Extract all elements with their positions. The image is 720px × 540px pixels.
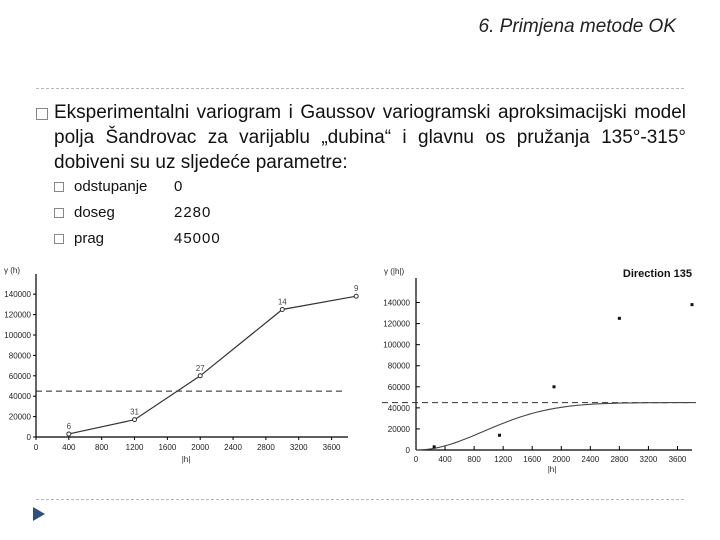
data-point — [553, 385, 556, 388]
y-tick-label: 40000 — [8, 392, 31, 402]
x-tick-label: 1200 — [125, 443, 144, 452]
y-axis-label: γ (h) — [4, 266, 20, 275]
y-tick-label: 120000 — [383, 319, 410, 329]
y-tick-label: 80000 — [8, 351, 31, 361]
data-point — [280, 308, 284, 312]
series-line — [66, 296, 356, 434]
y-tick-label: 80000 — [387, 361, 410, 371]
param-label: prag — [74, 230, 105, 247]
top-divider — [36, 88, 684, 89]
bullet-box-icon — [54, 208, 64, 218]
x-tick-label: 800 — [467, 455, 481, 464]
param-label: odstupanje — [74, 178, 148, 195]
data-point — [67, 432, 71, 436]
y-tick-label: 0 — [26, 433, 31, 442]
y-tick-label: 140000 — [383, 298, 410, 308]
x-tick-label: 2800 — [610, 455, 629, 464]
x-tick-label: 0 — [33, 443, 39, 452]
variogram-chart-left — [0, 262, 360, 472]
x-tick-label: 3200 — [639, 455, 658, 464]
y-tick-label: 40000 — [387, 403, 410, 413]
x-tick-label: 0 — [413, 455, 419, 464]
point-count-label: 14 — [277, 297, 287, 307]
point-count-label: 9 — [353, 284, 359, 294]
y-tick-label: 0 — [405, 446, 410, 455]
data-point — [354, 294, 358, 298]
param-value: 45000 — [174, 230, 221, 247]
x-tick-label: 1600 — [158, 443, 177, 452]
x-tick-label: 3600 — [668, 455, 687, 464]
y-tick-label: 140000 — [4, 290, 31, 300]
y-tick-label: 20000 — [387, 424, 410, 434]
gaussian-model-curve — [416, 403, 692, 450]
data-point — [433, 445, 436, 448]
x-tick-label: 2000 — [191, 443, 210, 452]
data-point — [691, 303, 694, 306]
param-value: 0 — [174, 178, 184, 195]
data-point — [133, 418, 137, 422]
main-paragraph: Eksperimentalni variogram i Gaussov variogramski aproksimacijski model polja Šandrovac za varijablu „dubina“ i glavnu os pružanja 135°-315° dobiveni su uz sljedeće parametre: — [54, 102, 686, 173]
x-tick-label: 400 — [438, 455, 452, 464]
y-axis-label: γ (|h|) — [384, 267, 405, 276]
point-count-label: 27 — [195, 363, 205, 373]
point-count-label: 31 — [130, 407, 139, 417]
y-tick-label: 20000 — [8, 412, 31, 422]
x-tick-label: 2800 — [256, 443, 275, 452]
data-point — [498, 434, 501, 437]
x-axis-label: |h| — [547, 465, 557, 474]
point-count-label: 6 — [66, 421, 72, 431]
x-axis-label: |h| — [181, 455, 191, 464]
x-tick-label: 3600 — [322, 443, 341, 452]
y-tick-label: 60000 — [387, 382, 410, 392]
y-tick-label: 60000 — [8, 371, 31, 381]
bottom-divider — [36, 499, 684, 500]
x-tick-label: 2000 — [552, 455, 571, 464]
y-tick-label: 120000 — [4, 310, 31, 320]
y-tick-label: 100000 — [383, 340, 410, 350]
bullet-box-icon — [54, 234, 64, 244]
bullet-box-icon — [54, 182, 64, 192]
x-tick-label: 1600 — [523, 455, 542, 464]
param-value: 2280 — [174, 204, 212, 221]
chart-title: Direction 135 — [622, 268, 692, 280]
page-title: 6. Primjena metode OK — [478, 16, 676, 37]
x-tick-label: 800 — [95, 443, 109, 452]
x-tick-label: 3200 — [289, 443, 308, 452]
variogram-chart-right — [370, 262, 710, 482]
param-label: doseg — [74, 204, 115, 221]
x-tick-label: 2400 — [224, 443, 242, 452]
x-tick-label: 2400 — [581, 455, 600, 464]
y-tick-label: 100000 — [4, 331, 31, 340]
x-tick-label: 400 — [62, 443, 76, 452]
next-slide-icon[interactable] — [32, 506, 46, 522]
bullet-box-icon — [36, 108, 48, 120]
data-point — [618, 317, 621, 320]
data-point — [198, 374, 202, 378]
x-tick-label: 1200 — [494, 455, 513, 464]
